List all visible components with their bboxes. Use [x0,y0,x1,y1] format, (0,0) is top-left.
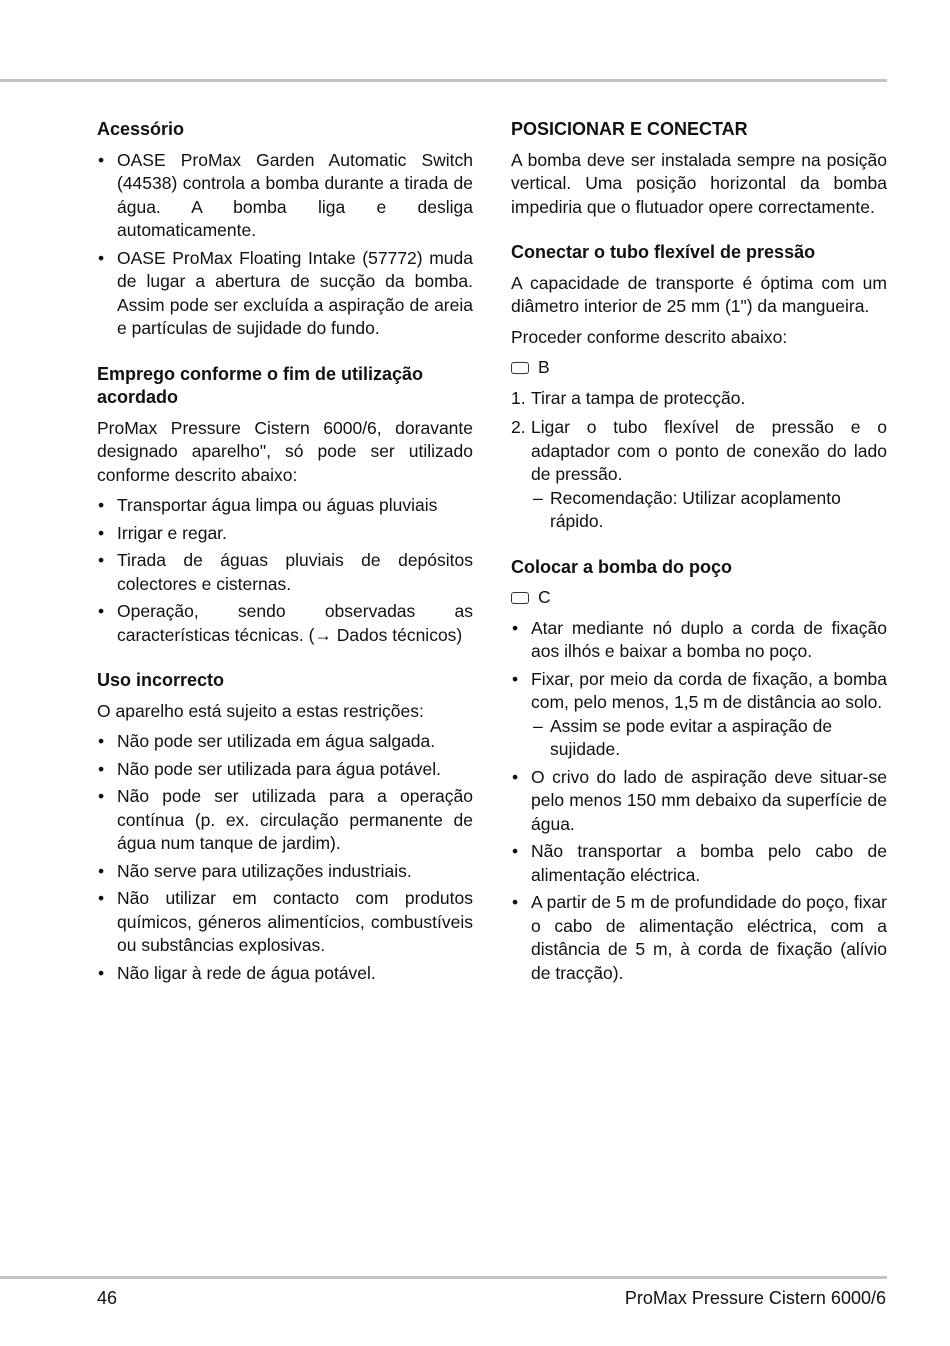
sub-note: – Recomendação: Utilizar acoplamento rápido. [531,487,887,534]
page-number: 46 [97,1288,118,1308]
hose-text: A capacidade de transporte é óptima com um diâmetro interior de 25 mm (1") da mangueira. [511,272,887,316]
list-item: • Atar mediante nó duplo a corda de fixação aos ilhós e baixar a bomba no poço. [511,617,887,664]
list-item: • A partir de 5 m de profundidade do poço, fixar o cabo de alimentação eléctrica, com a distância de 5 m, à corda de fixação (alívio de tracção). [511,891,887,985]
step-number: 1. [511,387,526,408]
list-item: • Não pode ser utilizada para a operação contínua (p. ex. circulação permanente de água num tanque de jardim). [97,785,473,856]
list-item: • O crivo do lado de aspiração deve situar-se pelo menos 150 mm debaixo da superfície de água. [511,766,887,837]
figure-icon [511,362,529,374]
footer-rule [0,1276,887,1279]
figure-reference-b [511,356,887,380]
intended-use-intro: ProMax Pressure Cistern 6000/6, doravante designado aparelho", só pode ser utilizado conforme descrito abaixo: [97,417,473,485]
list-item: • Transportar água limpa ou águas pluviais [97,494,473,518]
figure-label: C [538,587,551,607]
misuse-intro: O aparelho está sujeito a estas restrições: [97,700,424,721]
list-item-text: Fixar, por meio da corda de fixação, a bomba com, pelo menos, 1,5 m de distância ao solo. [531,668,887,712]
right-column [511,118,887,1007]
list-item: • Não transportar a bomba pelo cabo de alimentação eléctrica. [511,840,887,887]
accessory-section [97,118,473,341]
well-heading: Colocar a bomba do poço [511,556,733,577]
misuse-section [97,669,473,985]
proceed-text: Proceder conforme descrito abaixo: [511,326,788,347]
intended-use-list [97,494,473,647]
list-item: • Não serve para utilizações industriais. [97,860,473,884]
step-text: Ligar o tubo flexível de pressão e o adaptador com o ponto de conexão do lado de pressão. [531,417,887,484]
accessory-heading: Acessório [97,119,185,139]
intended-use-heading: Emprego conforme o fim de utilização acordado [97,363,424,407]
header-rule [0,79,887,82]
step-item [511,387,887,411]
intended-use-section [97,363,473,648]
list-item: • Não pode ser utilizada para água potável. [97,758,473,782]
accessory-list [97,149,473,341]
list-item: • Irrigar e regar. [97,522,473,546]
sub-note-list [531,715,887,762]
left-column [97,118,473,1007]
list-item: • OASE ProMax Garden Automatic Switch (44538) controla a bomba durante a tirada de água. A bomba liga e desliga automaticamente. [97,149,473,243]
misuse-list [97,730,473,985]
position-text: A bomba deve ser instalada sempre na posição vertical. Uma posição horizontal da bomba impediria que o flutuador opere correctamente. [511,149,887,217]
step-item [511,416,887,534]
figure-label: B [538,357,550,377]
position-section [511,118,887,219]
list-item: • Operação, sendo observadas as características técnicas. (→ Dados técnicos) [97,600,473,647]
list-item: • Tirada de águas pluviais de depósitos colectores e cisternas. [97,549,473,596]
hose-heading: Conectar o tubo flexível de pressão [511,242,816,262]
well-section [511,556,887,986]
sub-note: – Assim se pode evitar a aspiração de sujidade. [531,715,887,762]
figure-reference-c [511,586,887,610]
hose-section [511,241,887,534]
figure-icon [511,592,529,604]
step-number: 2. [511,417,526,437]
list-item: • Não pode ser utilizada em água salgada. [97,730,473,754]
sub-note-list [531,487,887,534]
well-list [511,617,887,986]
list-item: • Não ligar à rede de água potável. [97,962,473,986]
misuse-heading: Uso incorrecto [97,670,225,690]
step-text: Tirar a tampa de protecção. [531,387,746,408]
position-heading: POSICIONAR E CONECTAR [511,119,748,139]
list-item [511,668,887,762]
list-item: • Não utilizar em contacto com produtos químicos, géneros alimentícios, combustíveis ou substâncias explosivas. [97,887,473,958]
list-item: • OASE ProMax Floating Intake (57772) muda de lugar a abertura de sucção da bomba. Assim pode ser excluída a aspiração de areia e partículas de sujidade do fundo. [97,247,473,341]
hose-steps [511,387,887,534]
product-name: ProMax Pressure Cistern 6000/6 [624,1288,886,1308]
